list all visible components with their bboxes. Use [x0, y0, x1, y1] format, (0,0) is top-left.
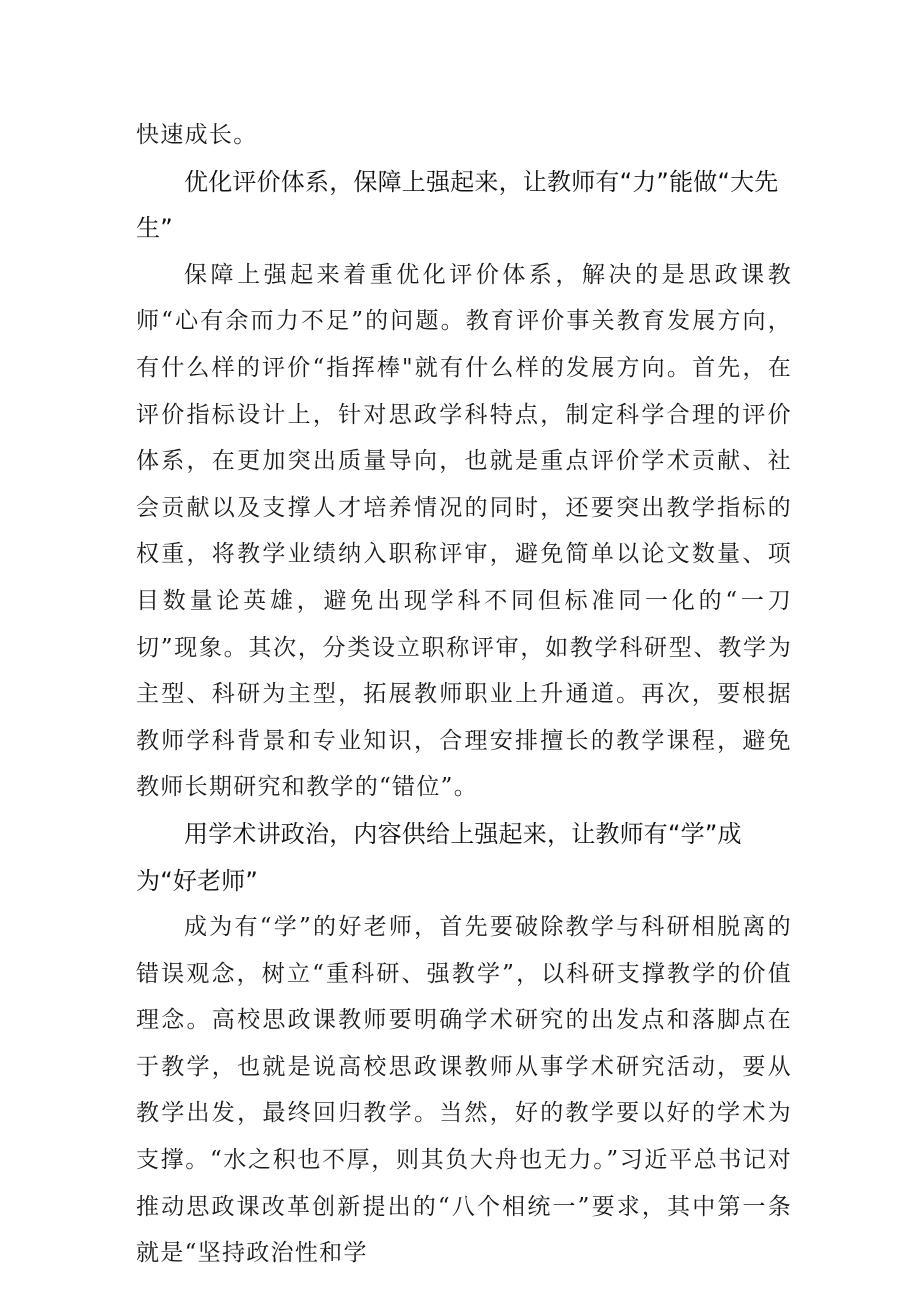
intro-line: 快速成长。: [136, 122, 258, 148]
section-paragraph-evaluation: 保障上强起来着重优化评价体系，解决的是思政课教师“心有余而力不足”的问题。教育评价事关教育发展方向，有什么样的评价“指挥棒"就有什么样的发展方向。首先，在评价指标设计上，针对思政学科特点，制定科学合理的评价体系，在更加突出质量导向，也就是重点评价学术贡献、社会贡献以及支撑人才培养情况的同时，还要突出教学指标的权重，将教学业绩纳入职称评审，避免简单以论文数量、项目数量论英雄，避免出现学科不同但标准同一化的“一刀切”现象。其次，分类设立职称评审，如教学科研型、教学为主型、科研为主型，拓展教师职业上升通道。再次，要根据教师学科背景和专业知识，合理安排擅长的教学课程，避免教师长期研究和教学的“错位”。: [136, 261, 792, 801]
section-paragraph-academics: 成为有“学”的好老师，首先要破除教学与科研相脱离的错误观念，树立“重科研、强教学”，以科研支撑教学的价值理念。高校思政课教师要明确学术研究的出发点和落脚点在于教学，也就是说高校思政课教师从事学术研究活动，要从教学出发，最终回归教学。当然，好的教学要以好的学术为支撑。“水之积也不厚，则其负大舟也无力。”习近平总书记对推动思政课改革创新提出的“八个相统一”要求，其中第一条就是“坚持政治性和学: [136, 914, 792, 1267]
document-body: [136, 112, 792, 1277]
section-heading-evaluation: 优化评价体系，保障上强起来，让教师有“力”能做“大先生”: [136, 167, 779, 243]
section-heading-academics: 用学术讲政治，内容供给上强起来，让教师有“学”成为“好老师”: [136, 819, 742, 895]
